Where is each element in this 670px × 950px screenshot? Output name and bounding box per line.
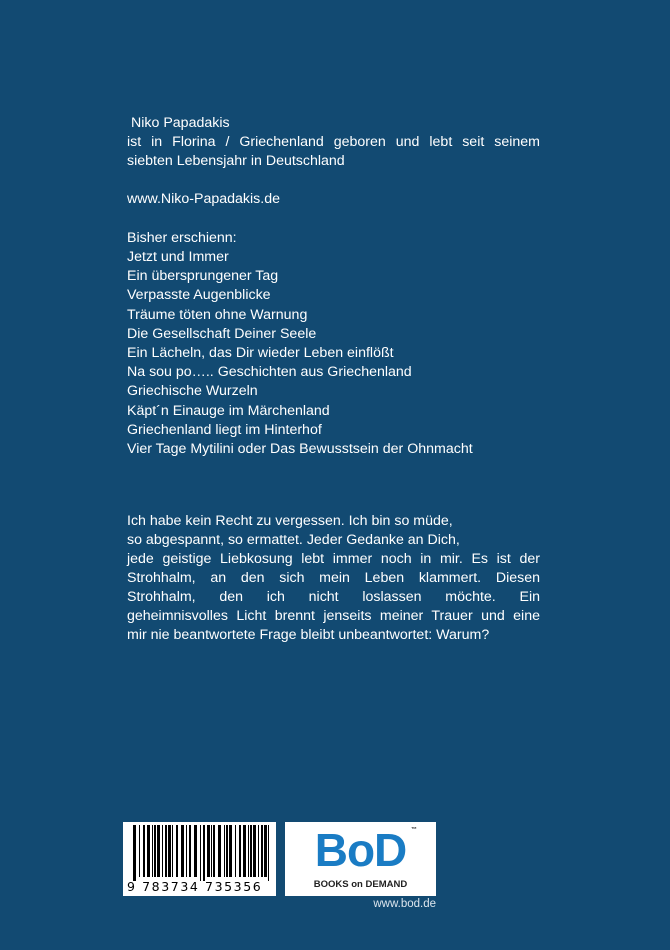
barcode-bar bbox=[211, 825, 212, 877]
barcode-bar bbox=[235, 825, 236, 877]
book-title: Griechische Wurzeln bbox=[127, 383, 258, 400]
barcode-bar bbox=[224, 825, 225, 877]
author-bio-line: siebten Lebensjahr in Deutschland bbox=[127, 153, 345, 169]
barcode-bars bbox=[133, 825, 270, 881]
barcode-bar bbox=[133, 825, 136, 881]
barcode-bar bbox=[261, 825, 263, 877]
trademark: ™ bbox=[411, 827, 417, 833]
barcode-bar bbox=[181, 825, 184, 877]
author-website: www.Niko-Papadakis.de bbox=[127, 191, 280, 207]
barcode-bar bbox=[229, 825, 232, 877]
bod-logo-text: BoD bbox=[314, 824, 407, 876]
barcode-bar bbox=[139, 825, 140, 877]
book-title: Vier Tage Mytilini oder Das Bewusstsein der Ohnmacht bbox=[127, 441, 473, 457]
blurb-line: Ich habe kein Recht zu vergessen. Ich bin so müde, bbox=[127, 513, 453, 529]
blurb-line: so abgespannt, so ermattet. Jeder Gedanke an Dich, bbox=[127, 532, 460, 548]
barcode-bar bbox=[264, 825, 267, 877]
author-bio-line: ist in Florina / Griechenland geboren und lebt seit seinem bbox=[127, 134, 540, 150]
barcode-bar bbox=[154, 825, 156, 877]
book-title: Ein übersprungener Tag bbox=[127, 268, 279, 285]
barcode-bar bbox=[168, 825, 171, 877]
barcode-bar bbox=[194, 825, 197, 877]
barcode-bar bbox=[207, 825, 210, 877]
book-title: Die Gesellschaft Deiner Seele bbox=[127, 325, 317, 342]
barcode-bar bbox=[157, 825, 160, 877]
barcode-bar bbox=[258, 825, 259, 877]
blurb-line: Strohhalm, an den sich mein Leben klammert. Diesen bbox=[127, 570, 540, 586]
publisher-subtitle: BOOKS on DEMAND bbox=[313, 879, 408, 890]
blurb-line: geheimnisvolles Licht brennt jenseits meiner Trauer und eine bbox=[127, 608, 540, 624]
publisher-logo bbox=[285, 822, 436, 896]
barcode-bar bbox=[213, 825, 215, 877]
barcode-bar bbox=[200, 825, 201, 881]
book-title: Verpasste Augenblicke bbox=[127, 287, 271, 304]
barcode-bar bbox=[268, 825, 269, 881]
book-title: Käpt´n Einauge im Märchenland bbox=[127, 402, 330, 419]
book-title: Griechenland liegt im Hinterhof bbox=[127, 421, 322, 438]
barcode-bar bbox=[250, 825, 252, 877]
barcode-bar bbox=[189, 825, 191, 877]
barcode-bar bbox=[162, 825, 163, 877]
barcode-bar bbox=[226, 825, 228, 877]
barcode-bar bbox=[203, 825, 205, 881]
barcode-bar bbox=[176, 825, 178, 877]
isbn-number: 9 783734 735356 bbox=[127, 879, 263, 894]
barcode-bar bbox=[172, 825, 173, 877]
blurb-line: jede geistige Liebkosung lebt immer noch in mir. Es ist der bbox=[127, 551, 540, 567]
barcode-bar bbox=[248, 825, 249, 877]
barcode-bar bbox=[143, 825, 145, 877]
author-name: Niko Papadakis bbox=[131, 115, 230, 131]
book-title: Na sou po….. Geschichten aus Griechenland bbox=[127, 364, 412, 381]
barcode-bar bbox=[239, 825, 241, 877]
book-title: Jetzt und Immer bbox=[127, 249, 229, 265]
barcode-bar bbox=[165, 825, 167, 877]
book-title: Ein Lächeln, das Dir wieder Leben einflößt bbox=[127, 345, 394, 361]
barcode bbox=[123, 822, 276, 896]
blurb-line: mir nie beantwortete Frage bleibt unbeantwortet: Warum? bbox=[127, 627, 490, 643]
book-list-heading: Bisher erschienn: bbox=[127, 230, 237, 246]
barcode-bar bbox=[152, 825, 153, 877]
blurb-line: Strohhalm, den ich nicht loslassen möchte. Ein bbox=[127, 589, 540, 605]
book-title: Träume töten ohne Warnung bbox=[127, 306, 308, 323]
barcode-bar bbox=[218, 825, 221, 877]
barcode-bar bbox=[253, 825, 256, 877]
barcode-bar bbox=[147, 825, 150, 877]
publisher-url: www.bod.de bbox=[373, 898, 436, 910]
barcode-bar bbox=[186, 825, 187, 877]
barcode-bar bbox=[243, 825, 246, 877]
